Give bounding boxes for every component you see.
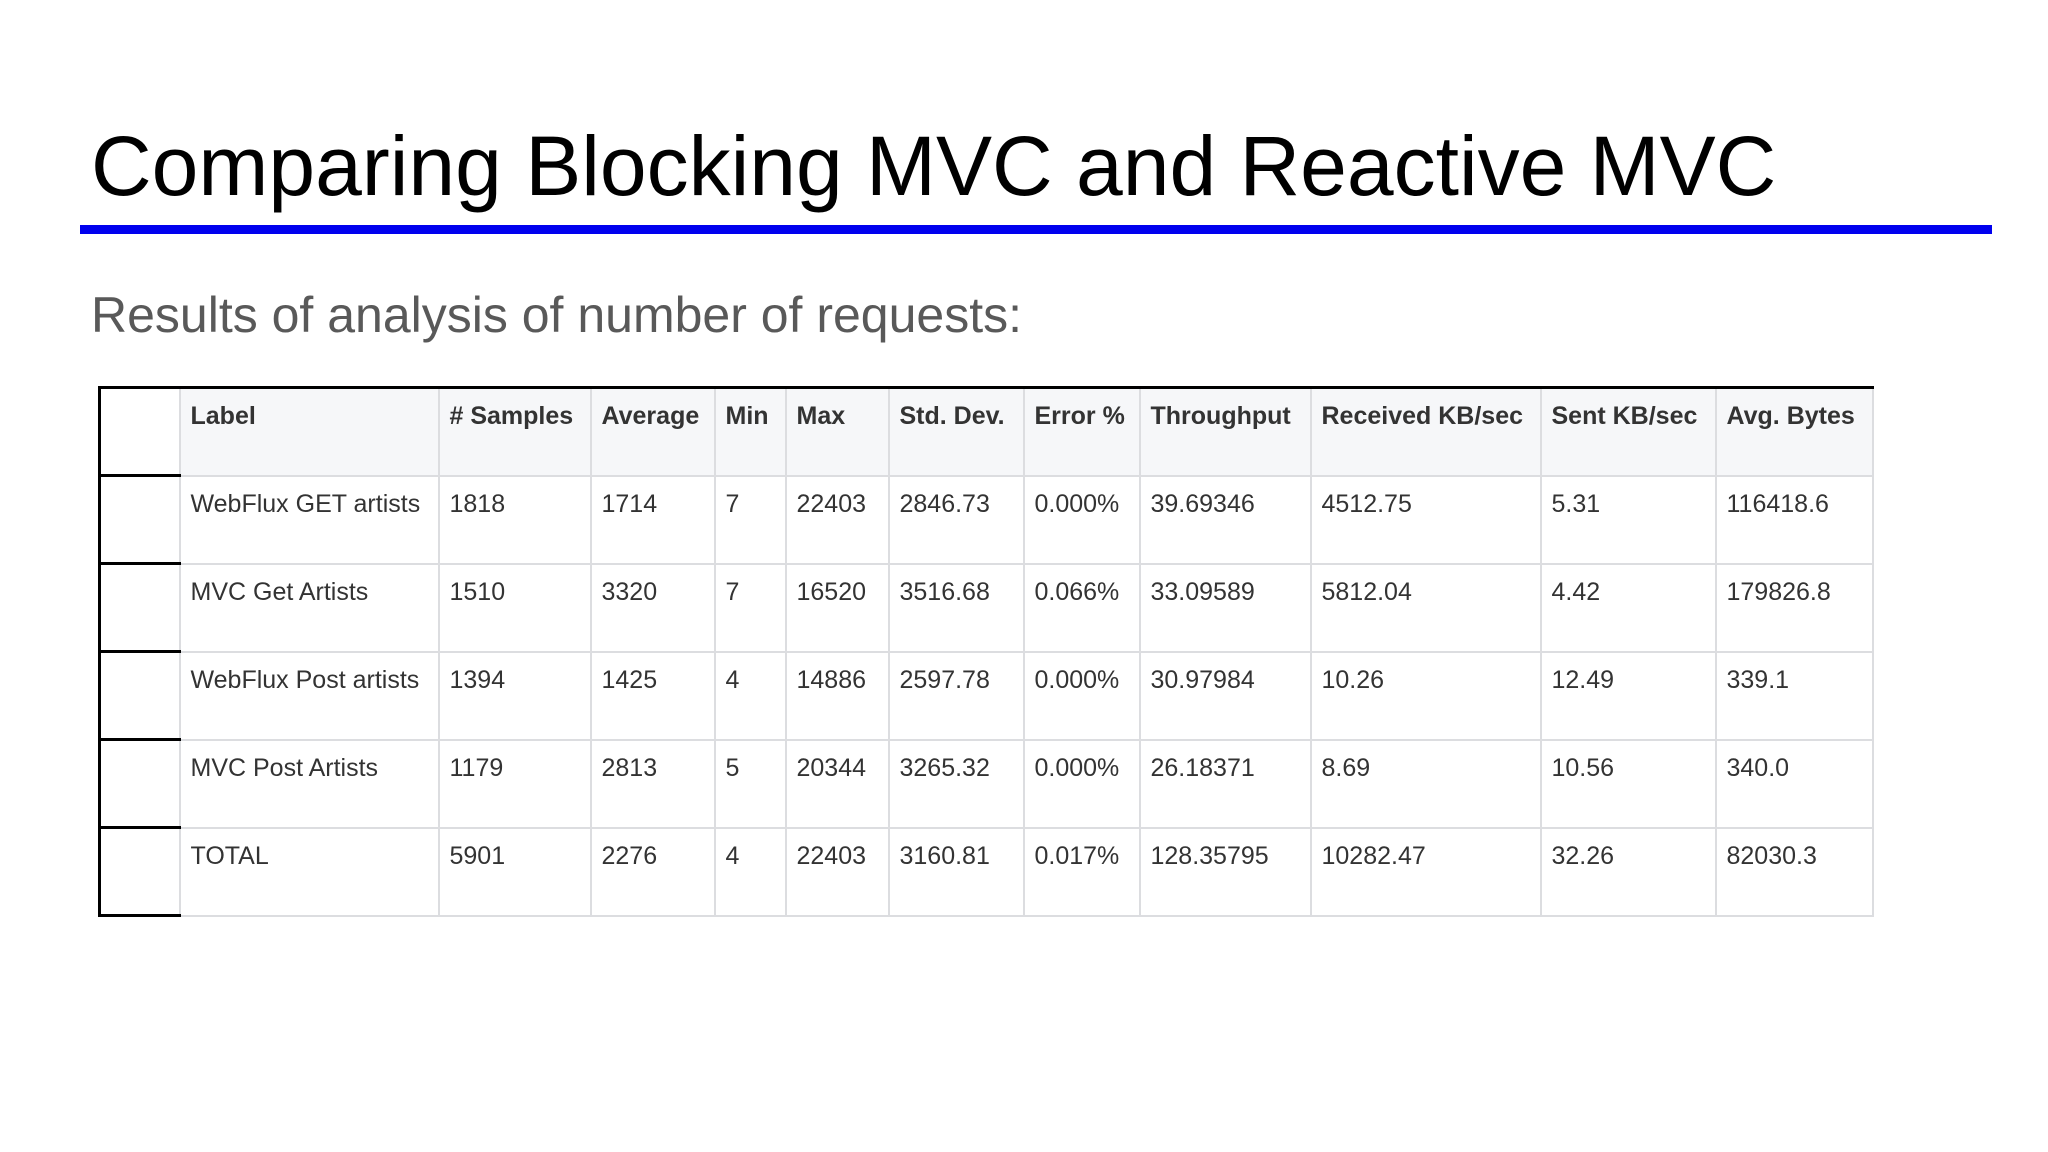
column-header: Avg. Bytes: [1716, 388, 1873, 476]
table-cell: 1714: [591, 476, 715, 564]
column-header: Max: [786, 388, 889, 476]
slide-title: Comparing Blocking MVC and Reactive MVC: [91, 119, 1777, 213]
table-cell: 22403: [786, 828, 889, 916]
table-row: [100, 564, 1873, 652]
table-cell: 5.31: [1541, 476, 1716, 564]
table-cell: 116418.6: [1716, 476, 1873, 564]
table-cell: 0.000%: [1024, 476, 1140, 564]
table-cell: 0.000%: [1024, 740, 1140, 828]
table-cell: 10.26: [1311, 652, 1541, 740]
table-cell: 1510: [439, 564, 591, 652]
row-gutter-cell: [100, 828, 180, 916]
table-cell: 179826.8: [1716, 564, 1873, 652]
table-cell: 7: [715, 564, 786, 652]
table-cell: 2276: [591, 828, 715, 916]
table-cell: 3265.32: [889, 740, 1024, 828]
column-header: Received KB/sec: [1311, 388, 1541, 476]
table-cell: 1394: [439, 652, 591, 740]
table-cell: 0.000%: [1024, 652, 1140, 740]
table-cell: 10282.47: [1311, 828, 1541, 916]
column-header: Sent KB/sec: [1541, 388, 1716, 476]
table-cell: MVC Get Artists: [180, 564, 439, 652]
column-header: Error %: [1024, 388, 1140, 476]
table-cell: 26.18371: [1140, 740, 1311, 828]
results-table: [98, 386, 1874, 917]
table-cell: 339.1: [1716, 652, 1873, 740]
column-header: Average: [591, 388, 715, 476]
table-cell: TOTAL: [180, 828, 439, 916]
table-cell: 10.56: [1541, 740, 1716, 828]
table-cell: 5812.04: [1311, 564, 1541, 652]
table-cell: 20344: [786, 740, 889, 828]
table-cell: 4: [715, 828, 786, 916]
table-cell: 1818: [439, 476, 591, 564]
table-row: [100, 476, 1873, 564]
column-header: # Samples: [439, 388, 591, 476]
row-gutter-cell: [100, 652, 180, 740]
table-cell: 128.35795: [1140, 828, 1311, 916]
column-header: Std. Dev.: [889, 388, 1024, 476]
table-cell: 12.49: [1541, 652, 1716, 740]
row-gutter-cell: [100, 740, 180, 828]
table-cell: 33.09589: [1140, 564, 1311, 652]
slide-subtitle: Results of analysis of number of requests:: [91, 287, 1023, 343]
table-cell: 4.42: [1541, 564, 1716, 652]
table-row: [100, 740, 1873, 828]
row-gutter-cell: [100, 564, 180, 652]
table-cell: 340.0: [1716, 740, 1873, 828]
table-cell: 3320: [591, 564, 715, 652]
table-header-row: [100, 388, 1873, 476]
column-header: Throughput: [1140, 388, 1311, 476]
table-cell: 5: [715, 740, 786, 828]
table-cell: 3160.81: [889, 828, 1024, 916]
table-cell: 4512.75: [1311, 476, 1541, 564]
table-cell: 32.26: [1541, 828, 1716, 916]
row-gutter-cell: [100, 388, 180, 476]
table-cell: 82030.3: [1716, 828, 1873, 916]
table-cell: WebFlux Post artists: [180, 652, 439, 740]
table-cell: 30.97984: [1140, 652, 1311, 740]
table-cell: 14886: [786, 652, 889, 740]
table-cell: 4: [715, 652, 786, 740]
table-cell: 2846.73: [889, 476, 1024, 564]
table-row: [100, 828, 1873, 916]
table-cell: 1425: [591, 652, 715, 740]
table-cell: 8.69: [1311, 740, 1541, 828]
column-header: Label: [180, 388, 439, 476]
table-cell: 22403: [786, 476, 889, 564]
table-cell: 0.017%: [1024, 828, 1140, 916]
column-header: Min: [715, 388, 786, 476]
table-cell: 1179: [439, 740, 591, 828]
row-gutter-cell: [100, 476, 180, 564]
table-cell: 5901: [439, 828, 591, 916]
table-cell: 16520: [786, 564, 889, 652]
table-cell: 2597.78: [889, 652, 1024, 740]
table-cell: 0.066%: [1024, 564, 1140, 652]
table-cell: 2813: [591, 740, 715, 828]
table-cell: 39.69346: [1140, 476, 1311, 564]
results-table-wrapper: [98, 386, 1874, 917]
table-cell: 3516.68: [889, 564, 1024, 652]
table-row: [100, 652, 1873, 740]
table-cell: MVC Post Artists: [180, 740, 439, 828]
title-underline: [80, 225, 1992, 234]
table-cell: 7: [715, 476, 786, 564]
table-cell: WebFlux GET artists: [180, 476, 439, 564]
